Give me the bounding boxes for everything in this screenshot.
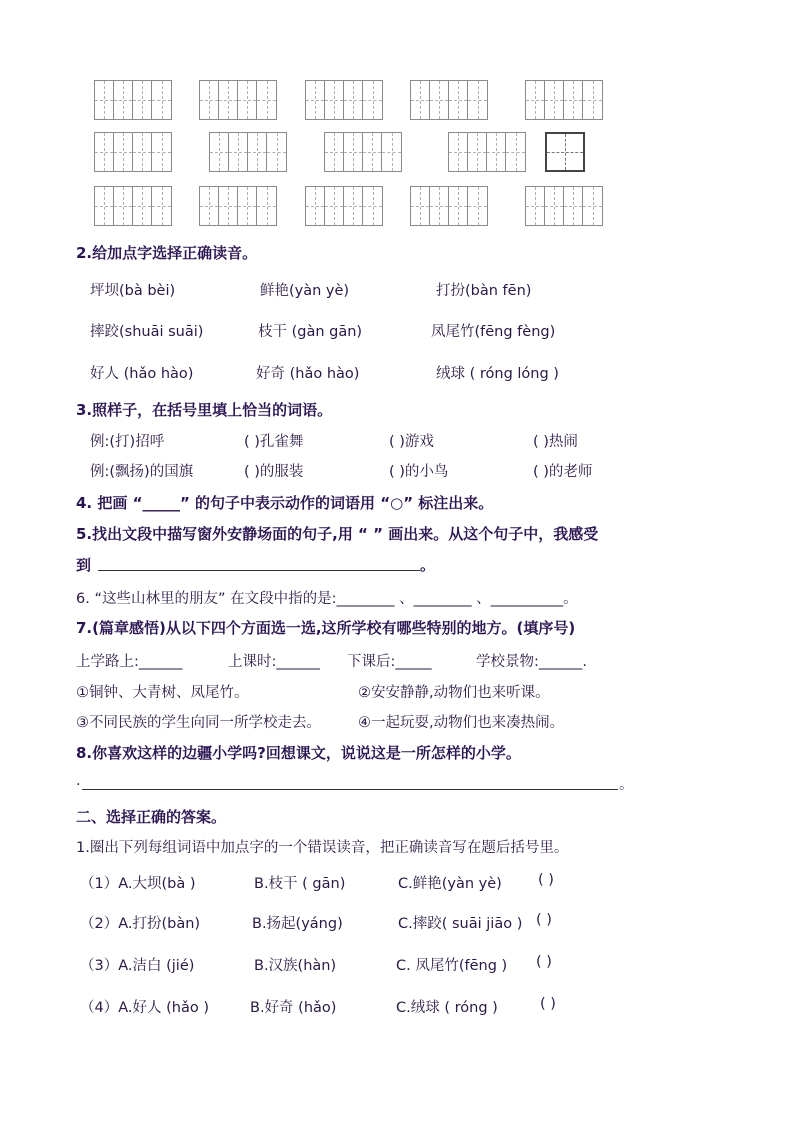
q2-item: 摔跤(shuāi suāi) xyxy=(90,324,204,340)
q4-text: 4. 把画 “_____” 的句子中表示动作的词语用 “○” 标注出来。 xyxy=(76,494,494,512)
writing-grid[interactable] xyxy=(410,186,488,226)
part2-q1: 1.圈出下列每组词语中加点字的一个错误读音，把正确读音写在题后括号里。 xyxy=(76,840,569,856)
writing-cell-single[interactable] xyxy=(545,132,585,172)
q5-line1: 5.找出文段中描写窗外安静场面的句子,用 “ ” 画出来。从这个句子中，我感受 xyxy=(76,525,599,543)
q5-end: 。 xyxy=(420,556,436,574)
writing-grid[interactable] xyxy=(94,186,172,226)
q2-item: 凤尾竹(fēng fèng) xyxy=(431,324,556,340)
writing-grid[interactable] xyxy=(525,80,603,120)
writing-grid[interactable] xyxy=(410,80,488,120)
writing-grid[interactable] xyxy=(199,186,277,226)
part2-item: （3）A.洁白 (jié) xyxy=(80,958,195,974)
q7-blank[interactable]: 上课时:______ xyxy=(228,654,320,670)
q2-item: 坪坝(bà bèi) xyxy=(90,283,176,299)
writing-grid[interactable] xyxy=(305,80,383,120)
part2-item: B.好奇 (hǎo) xyxy=(250,1000,337,1016)
q7-option: ④一起玩耍,动物们也来凑热闹。 xyxy=(358,715,565,731)
q3-item[interactable]: ( )的小鸟 xyxy=(389,464,449,480)
writing-grid[interactable] xyxy=(199,80,277,120)
writing-grid[interactable] xyxy=(448,132,526,172)
q7-blank[interactable]: 学校景物:______. xyxy=(476,654,587,670)
part2-item: C. 凤尾竹(fēng ) xyxy=(396,958,508,974)
q2-item: 枝干 (gàn gān) xyxy=(258,324,363,340)
q3-item[interactable]: ( )的服装 xyxy=(244,464,304,480)
part2-item: （1）A.大坝(bà ) xyxy=(80,876,196,892)
q3-item: 例:(打)招呼 xyxy=(90,434,165,450)
q8-start: . xyxy=(76,773,81,789)
q8-end: 。 xyxy=(619,777,634,793)
part2-item: （4）A.好人 (hǎo ) xyxy=(80,1000,209,1016)
writing-grid[interactable] xyxy=(209,132,287,172)
writing-grid[interactable] xyxy=(94,132,172,172)
part2-answer[interactable]: ( ) xyxy=(536,912,552,928)
part2-item: B.汉族(hàn) xyxy=(254,958,337,974)
q5-answer-line[interactable] xyxy=(98,570,420,571)
q7-title: 7.(篇章感悟)从以下四个方面选一选,这所学校有哪些特别的地方。(填序号) xyxy=(76,619,576,637)
q2-item: 好奇 (hǎo hào) xyxy=(256,366,360,382)
q8-answer-line[interactable] xyxy=(82,789,618,790)
part2-item: C.绒球 ( róng ) xyxy=(396,1000,498,1016)
q7-option: ②安安静静,动物们也来听课。 xyxy=(358,685,550,701)
q3-item[interactable]: ( )热闹 xyxy=(533,434,578,450)
q2-item: 打扮(bàn fēn) xyxy=(436,283,532,299)
part2-answer[interactable]: ( ) xyxy=(536,954,552,970)
q6-text: 6. “这些山林里的朋友” 在文段中指的是:________ 、________ 、__________。 xyxy=(76,591,578,607)
q2-item: 好人 (hǎo hào) xyxy=(90,366,194,382)
q3-title: 3.照样子，在括号里填上恰当的词语。 xyxy=(76,401,333,419)
q2-title: 2.给加点字选择正确读音。 xyxy=(76,244,258,262)
writing-grid[interactable] xyxy=(324,132,402,172)
q8-title: 8.你喜欢这样的边疆小学吗?回想课文，说说这是一所怎样的小学。 xyxy=(76,744,521,762)
part2-item: B.枝干 ( gān) xyxy=(254,876,346,892)
part2-answer[interactable]: ( ) xyxy=(540,996,556,1012)
q3-item: 例:(飘扬)的国旗 xyxy=(90,464,194,480)
part2-title: 二、选择正确的答案。 xyxy=(76,808,227,826)
writing-grid[interactable] xyxy=(525,186,603,226)
q7-option: ①铜钟、大青树、凤尾竹。 xyxy=(76,685,249,701)
part2-answer[interactable]: ( ) xyxy=(538,872,554,888)
part2-item: C.鲜艳(yàn yè) xyxy=(398,876,502,892)
q7-blank[interactable]: 下课后:_____ xyxy=(347,654,432,670)
part2-item: C.摔跤( suāi jiāo ) xyxy=(398,916,523,932)
q3-item[interactable]: ( )孔雀舞 xyxy=(244,434,304,450)
part2-item: B.扬起(yáng) xyxy=(252,916,343,932)
part2-item: （2）A.打扮(bàn) xyxy=(80,916,201,932)
q2-item: 绒球 ( róng lóng ) xyxy=(436,366,559,382)
q7-blank[interactable]: 上学路上:______ xyxy=(76,654,183,670)
q2-item: 鲜艳(yàn yè) xyxy=(260,283,350,299)
q7-option: ③不同民族的学生向同一所学校走去。 xyxy=(76,715,321,731)
writing-grid[interactable] xyxy=(305,186,383,226)
q3-item[interactable]: ( )游戏 xyxy=(389,434,434,450)
writing-grid[interactable] xyxy=(94,80,172,120)
q3-item[interactable]: ( )的老师 xyxy=(533,464,593,480)
q5-line2-label: 到 xyxy=(76,556,92,574)
